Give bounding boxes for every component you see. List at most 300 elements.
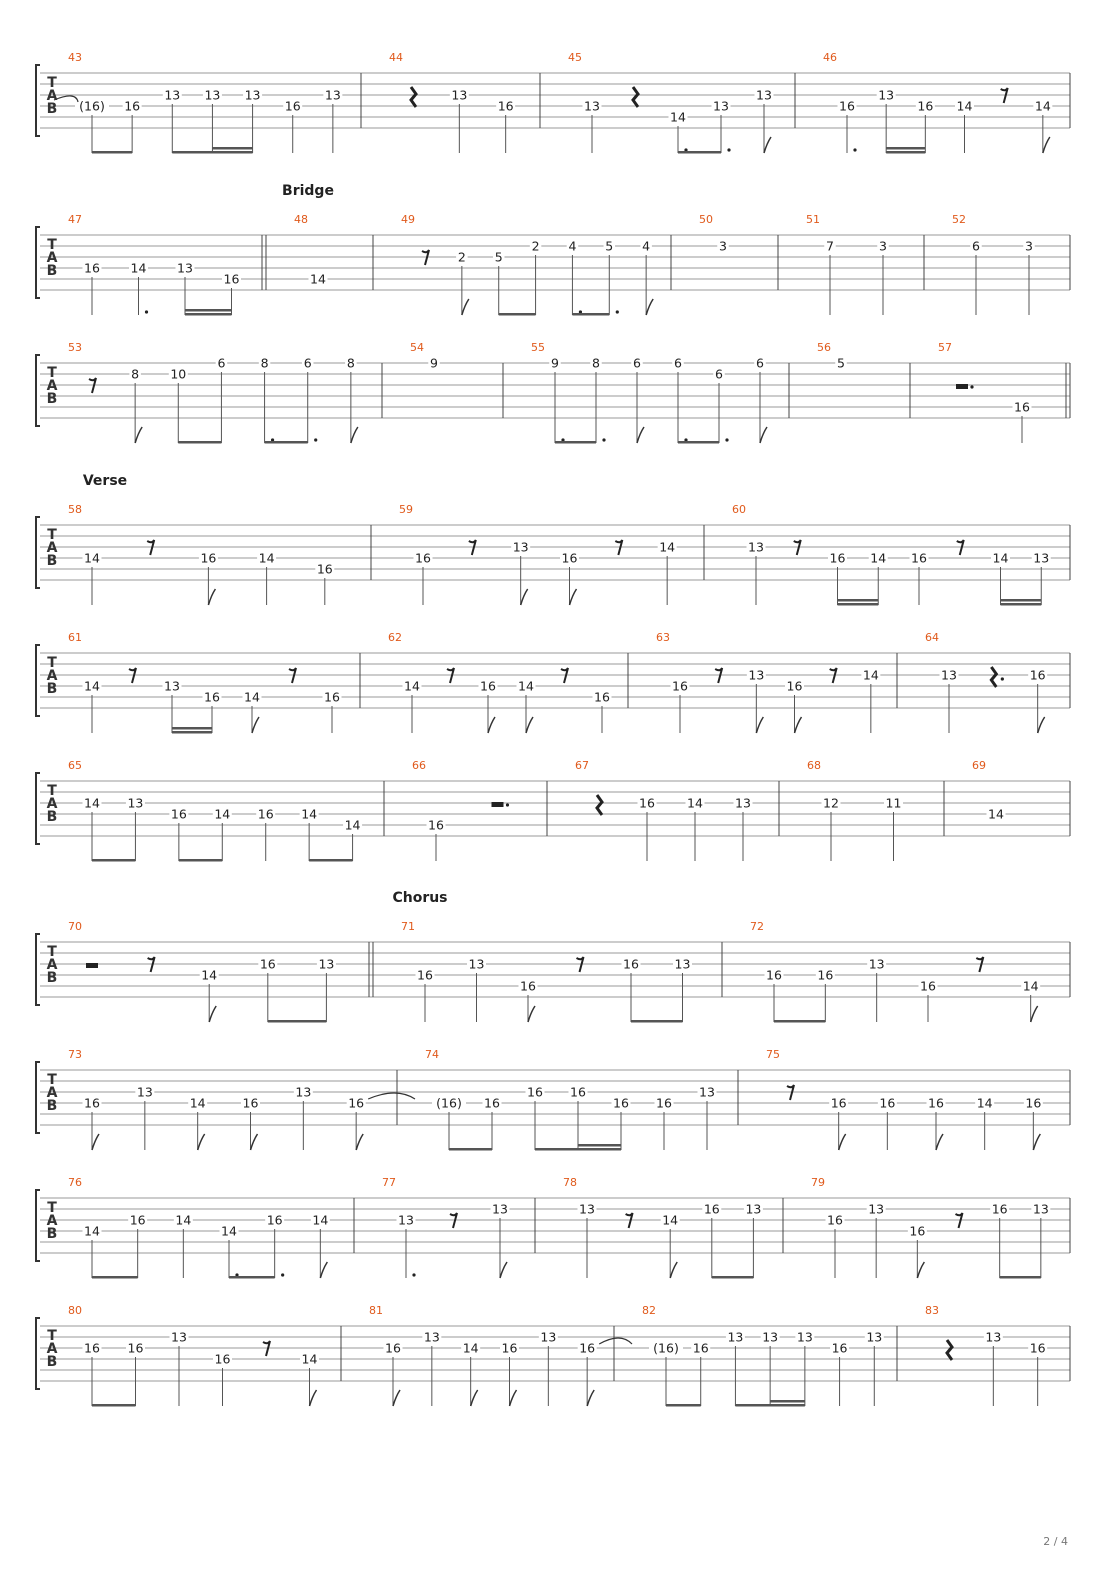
fret-number: 16 [242,1095,259,1111]
fret-number: 16 [909,1223,926,1239]
tab-clef-letter: B [46,1354,58,1370]
eighth-flag [764,137,771,153]
fret-number: 3 [1025,238,1033,254]
fret-number: 5 [494,249,503,265]
eighth-flag [528,1006,535,1022]
beam [735,1404,804,1407]
tab-system [36,1048,1070,1151]
eighth-flag [760,427,767,443]
tab-clef-letter: T [47,944,57,960]
fret-number: 16 [928,1095,944,1111]
fret-number: 16 [480,678,496,694]
bar-number: 65 [68,759,82,772]
eighth-flag [209,1006,216,1022]
fret-number: 13 [127,795,144,811]
fret-number: 16 [484,1095,500,1111]
bar-number: 77 [382,1176,396,1189]
bar-number: 71 [401,920,415,933]
fret-number: 16 [324,689,340,705]
fret-number: 13 [164,87,181,103]
fret-number: 11 [885,795,902,811]
fret-number: 13 [451,87,468,103]
eighth-flag [670,1262,677,1278]
beam [838,603,879,606]
eighth-flag [1038,717,1045,733]
bar-number: 48 [294,213,308,226]
fret-number: 14 [687,795,703,811]
system-bracket [36,934,40,1005]
fret-number: 16 [817,967,834,983]
eighth-flag [92,1134,99,1150]
fret-number: 6 [674,355,682,371]
eighth-flag [198,1134,205,1150]
eighth-flag [488,717,495,733]
duration-dot [314,438,317,441]
fret-number: 8 [592,355,600,371]
fret-number: 14 [244,689,260,705]
bar-number: 49 [401,213,415,226]
fret-number: 12 [823,795,839,811]
bar-number: 78 [563,1176,577,1189]
half-rest [956,384,968,389]
bar-number: 47 [68,213,82,226]
beam [555,441,596,444]
fret-number: 6 [972,238,980,254]
eighth-flag [320,1262,327,1278]
fret-number: 3 [719,238,727,254]
system-bracket [36,645,40,716]
bar-number: 59 [399,503,413,516]
fret-number: 16 [920,978,936,994]
duration-dot [145,310,148,313]
tab-clef-letter: T [47,1200,57,1216]
tie-arc [54,96,78,102]
fret-number: 14 [214,806,231,822]
bar-number: 58 [68,503,82,516]
system-bracket [36,1190,40,1261]
tab-system [36,473,1070,606]
duration-dot [853,148,856,151]
bar-number: 69 [972,759,986,772]
bar-number: 68 [807,759,821,772]
fret-number: 13 [584,98,600,114]
bar-number: 81 [369,1304,383,1317]
fret-number: 16 [827,1212,843,1228]
fret-number: 13 [762,1329,779,1345]
fret-number: 13 [324,87,341,103]
system-bracket [36,1062,40,1133]
half-rest [492,802,504,807]
tab-clef-letter: B [46,970,58,986]
fret-number: 13 [398,1212,414,1228]
beam [774,1020,825,1023]
fret-number: 13 [468,956,485,972]
tab-clef-letter: B [46,553,58,569]
tab-clef-letter: B [46,1098,58,1114]
sixteenth-beam [886,147,925,150]
fret-number: 16 [223,271,240,287]
fret-number: 16 [561,550,578,566]
fret-number: 16 [830,1095,847,1111]
half-rest [86,963,98,968]
tab-clef-letter: T [47,655,57,671]
fret-number: 14 [518,678,534,694]
tab-system [36,1304,1070,1407]
fret-number: 16 [831,1340,848,1356]
eighth-flag [936,1134,943,1150]
fret-number: 8 [346,355,355,371]
fret-number: 6 [217,355,226,371]
fret-number: 9 [430,355,438,371]
beam [178,441,221,444]
tab-clef-letter: B [46,101,58,117]
fret-number: 4 [568,238,577,254]
tab-clef-letter: A [46,378,58,394]
tab-clef-letter: A [46,796,58,812]
sixteenth-beam [838,599,879,602]
duration-dot [281,1273,284,1276]
fret-number: 14 [662,1212,679,1228]
rest-dot [506,803,509,806]
fret-number: 16 [204,689,220,705]
beam [499,313,536,316]
fret-number: 5 [605,238,614,254]
fret-number: 14 [258,550,275,566]
tab-system [36,51,1070,154]
eighth-flag [500,1262,507,1278]
fret-number: 13 [727,1329,744,1345]
fret-number: 16 [527,1084,543,1100]
fret-number: 14 [84,550,100,566]
duration-dot [602,438,605,441]
fret-number: 14 [988,806,1004,822]
fret-number: 16 [570,1084,586,1100]
fret-number: 16 [879,1095,896,1111]
bar-number: 61 [68,631,82,644]
fret-number: 16 [1025,1095,1042,1111]
beam [172,731,212,734]
fret-number: 16 [579,1340,596,1356]
eighth-flag [1031,1006,1038,1022]
fret-number: 10 [170,366,187,382]
fret-number: 6 [715,366,723,382]
fret-number: 14 [189,1095,206,1111]
quarter-rest [947,1340,952,1360]
fret-number: 16 [501,1340,518,1356]
beam [631,1020,683,1023]
fret-number: 16 [214,1351,231,1367]
beam [92,1404,136,1407]
fret-number: 16 [703,1201,720,1217]
beam [678,151,721,154]
tab-clef-letter: T [47,783,57,799]
fret-number: 16 [428,817,444,833]
beam [179,859,222,862]
quarter-rest [597,795,602,815]
bar-number: 55 [531,341,545,354]
sixteenth-beam [770,1400,805,1403]
fret-number: 14 [175,1212,192,1228]
bar-number: 74 [425,1048,439,1061]
sixteenth-beam [185,309,232,312]
eighth-flag [310,1390,317,1406]
beam [268,1020,327,1023]
system-bracket [36,773,40,844]
eighth-flag [795,717,802,733]
fret-number: 14 [301,806,318,822]
tab-clef-letter: T [47,527,57,543]
fret-number: 14 [1022,978,1039,994]
fret-number: (16) [653,1340,679,1356]
tab-clef-letter: T [47,1328,57,1344]
fret-number: 16 [200,550,217,566]
bar-number: 64 [925,631,939,644]
bar-number: 82 [642,1304,656,1317]
fret-number: 14 [462,1340,479,1356]
fret-number: 16 [991,1201,1008,1217]
tab-clef-letter: B [46,1226,58,1242]
beam [449,1148,492,1151]
fret-number: 8 [260,355,269,371]
bar-number: 73 [68,1048,82,1061]
beam [712,1276,754,1279]
fret-number: 13 [540,1329,557,1345]
bar-number: 52 [952,213,966,226]
tab-clef-letter: A [46,88,58,104]
eighth-flag [208,589,215,605]
fret-number: 14 [344,817,361,833]
tab-system [36,1176,1070,1279]
fret-number: 16 [129,1212,146,1228]
fret-number: 13 [512,539,529,555]
fret-number: 16 [692,1340,709,1356]
fret-number: 13 [164,678,180,694]
duration-dot [616,310,619,313]
tab-clef-letter: A [46,668,58,684]
tab-clef-letter: T [47,1072,57,1088]
fret-number: 14 [221,1223,237,1239]
sixteenth-beam [578,1144,621,1147]
fret-number: 7 [826,238,834,254]
eighth-flag [637,427,644,443]
fret-number: 16 [415,550,431,566]
fret-number: 16 [520,978,536,994]
fret-number: 8 [131,366,140,382]
eighth-flag [356,1134,363,1150]
fret-number: 16 [127,1340,144,1356]
fret-number: 16 [170,806,187,822]
eighth-flag [587,1390,594,1406]
tab-clef-letter: T [47,75,57,91]
duration-dot [725,438,728,441]
fret-number: 16 [84,1095,100,1111]
bar-number: 76 [68,1176,82,1189]
fret-number: 16 [766,967,782,983]
tab-system [36,183,1070,316]
fret-number: 14 [404,678,420,694]
beam [92,151,132,154]
fret-number: 14 [84,678,100,694]
fret-number: 13 [713,98,729,114]
fret-number: 3 [879,238,887,254]
fret-number: 16 [284,98,301,114]
eighth-flag [351,427,358,443]
system-bracket [36,517,40,588]
fret-number: 13 [318,956,335,972]
eighth-flag [756,717,763,733]
fret-number: 2 [457,249,466,265]
fret-number: 14 [862,667,879,683]
tab-clef-letter: A [46,1213,58,1229]
bar-number: 80 [68,1304,82,1317]
bar-number: 67 [575,759,589,772]
duration-dot [727,148,730,151]
rest-dot [970,385,973,388]
fret-number: 2 [531,238,540,254]
fret-number: 6 [303,355,312,371]
fret-number: 14 [992,550,1009,566]
quarter-rest [411,87,416,107]
fret-number: 16 [786,678,803,694]
fret-number: 14 [976,1095,993,1111]
beam [886,151,925,154]
fret-number: 16 [1029,1340,1046,1356]
fret-number: 13 [579,1201,595,1217]
fret-number: 14 [130,260,147,276]
bar-number: 62 [388,631,402,644]
bar-number: 70 [68,920,82,933]
tab-clef-letter: B [46,681,58,697]
fret-number: 13 [177,260,193,276]
eighth-flag [462,299,469,315]
bar-number: 53 [68,341,82,354]
bar-number: 83 [925,1304,939,1317]
tab-clef-letter: A [46,540,58,556]
beam [666,1404,701,1407]
bar-number: 43 [68,51,82,64]
eighth-flag [521,589,528,605]
bar-number: 79 [811,1176,825,1189]
bar-number: 60 [732,503,746,516]
quarter-rest [633,87,638,107]
fret-number: 13 [295,1084,312,1100]
sixteenth-beam [212,147,252,150]
beam [1000,1276,1041,1279]
fret-number: 4 [642,238,651,254]
beam [92,1276,138,1279]
fret-number: 16 [1029,667,1046,683]
duration-dot [412,1273,415,1276]
fret-number: 14 [312,1212,329,1228]
eighth-flag [471,1390,478,1406]
fret-number: 16 [672,678,688,694]
beam [229,1276,275,1279]
fret-number: 14 [956,98,973,114]
fret-number: 16 [348,1095,365,1111]
fret-number: 14 [670,109,686,125]
bar-number: 54 [410,341,424,354]
system-bracket [36,65,40,136]
fret-number: 14 [84,795,100,811]
bar-number: 57 [938,341,952,354]
fret-number: 16 [613,1095,629,1111]
tab-system [36,890,1070,1023]
fret-number: 16 [257,806,274,822]
fret-number: 13 [204,87,221,103]
section-label: Bridge [282,183,334,199]
bar-number: 51 [806,213,820,226]
fret-number: 16 [839,98,855,114]
fret-number: 16 [623,956,639,972]
tab-system [36,759,1070,862]
fret-number: 16 [497,98,514,114]
tab-clef-letter: B [46,809,58,825]
fret-number: 14 [310,271,326,287]
fret-number: 13 [868,1201,885,1217]
eighth-flag [917,1262,924,1278]
system-bracket [36,227,40,298]
fret-number: 13 [735,795,751,811]
tab-clef-letter: T [47,365,57,381]
fret-number: 16 [656,1095,672,1111]
tab-clef-letter: B [46,263,58,279]
fret-number: 5 [837,355,845,371]
tab-clef-letter: A [46,1341,58,1357]
fret-number: 13 [941,667,957,683]
bar-number: 72 [750,920,764,933]
eighth-flag [646,299,653,315]
fret-number: 13 [756,87,772,103]
beam [92,859,135,862]
fret-number: 13 [171,1329,187,1345]
tab-system [36,341,1070,444]
beam [172,151,252,154]
fret-number: 13 [699,1084,715,1100]
beam [265,441,308,444]
fret-number: 13 [878,87,895,103]
fret-number: 16 [829,550,846,566]
beam [535,1148,621,1151]
beam [572,313,609,316]
bar-number: 44 [389,51,403,64]
fret-number: 13 [745,1201,762,1217]
eighth-flag [252,717,259,733]
fret-number: (16) [436,1095,462,1111]
fret-number: 16 [594,689,610,705]
fret-number: 13 [244,87,261,103]
fret-number: 13 [492,1201,508,1217]
fret-number: 13 [748,539,764,555]
eighth-flag [510,1390,517,1406]
bar-number: 50 [699,213,713,226]
page-number: 2 / 4 [1043,1535,1068,1548]
bar-number: 63 [656,631,670,644]
eighth-flag [570,589,577,605]
fret-number: 16 [259,956,276,972]
fret-number: 16 [266,1212,283,1228]
fret-number: 14 [659,539,676,555]
eighth-flag [1043,137,1050,153]
fret-number: 14 [1034,98,1051,114]
eighth-flag [135,427,142,443]
bar-number: 75 [766,1048,780,1061]
beam [185,313,232,316]
tie-arc [599,1338,632,1344]
fret-number: 9 [551,355,559,371]
fret-number: 16 [316,561,333,577]
fret-number: 13 [748,667,765,683]
quarter-rest [991,667,996,687]
